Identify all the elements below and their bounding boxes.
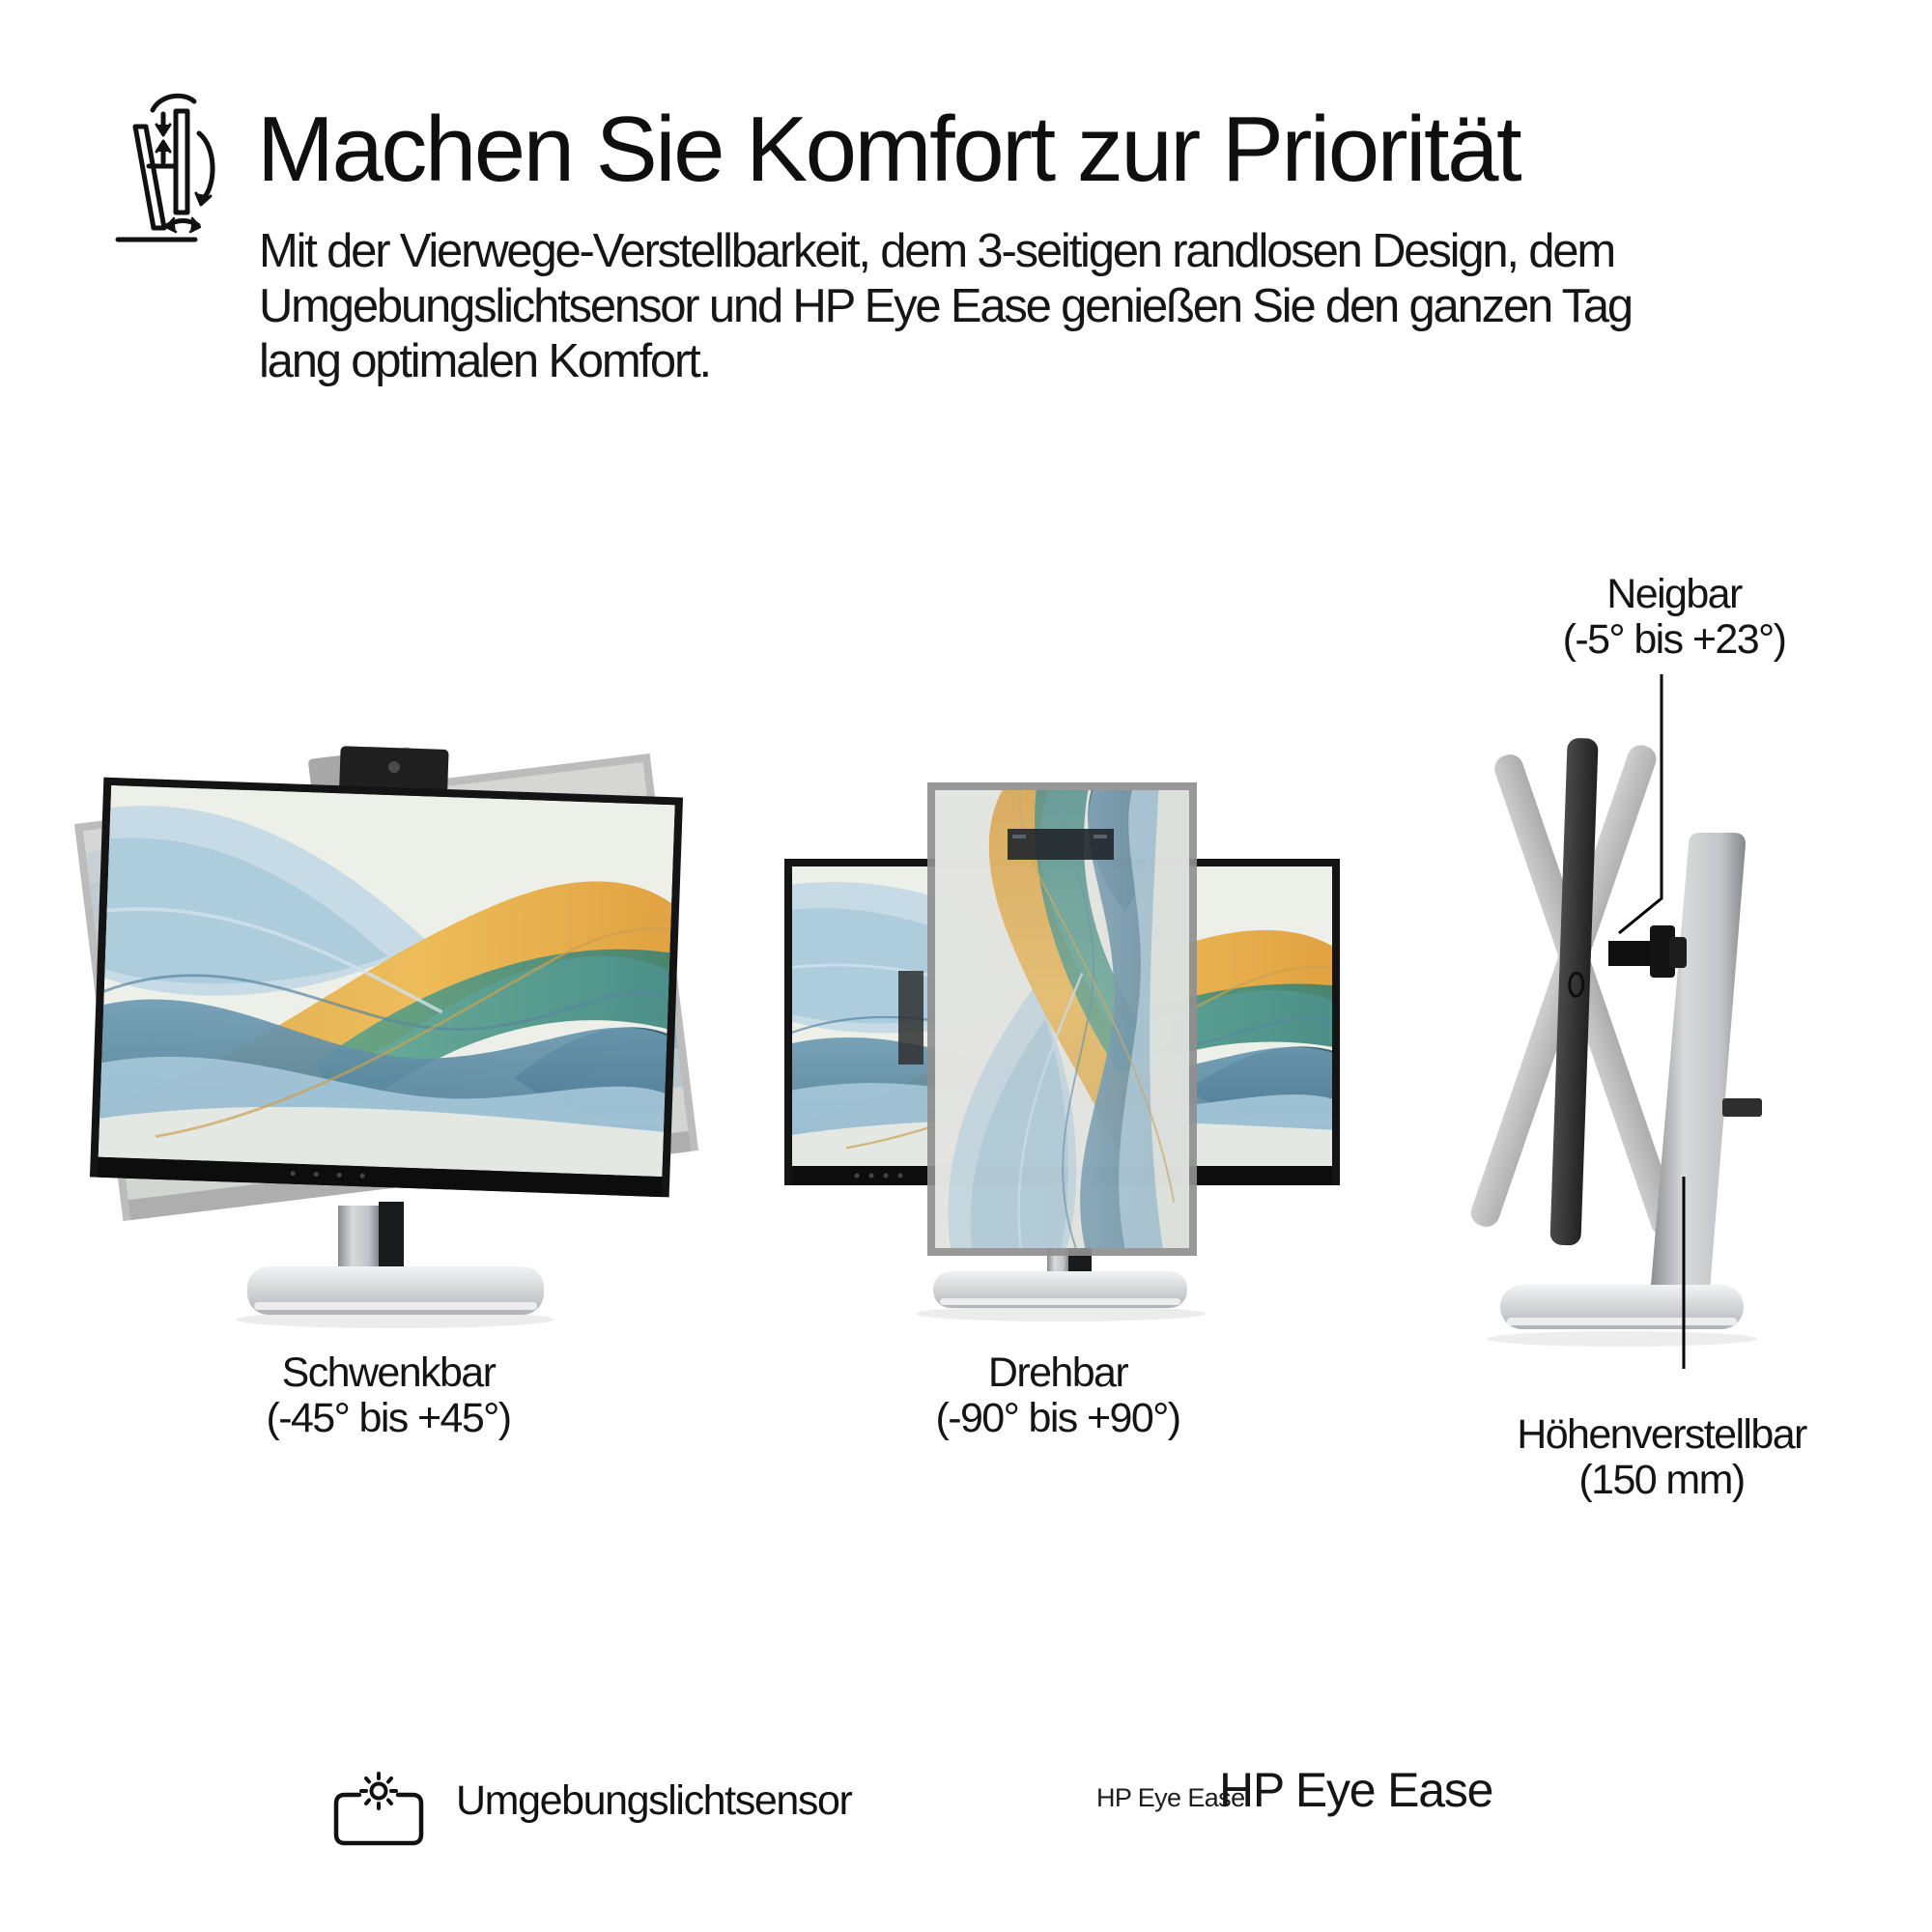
pivot-monitor-illustration xyxy=(753,753,1372,1372)
height-label-title: Höhenverstellbar xyxy=(1517,1411,1806,1458)
stand-handle xyxy=(1722,1098,1762,1117)
page-title: Machen Sie Komfort zur Priorität xyxy=(257,98,1520,201)
monitor-adjust-icon xyxy=(99,87,234,251)
ambient-light-sensor-icon xyxy=(330,1772,427,1849)
intro-line: lang optimalen Komfort. xyxy=(259,335,710,387)
tilt-label xyxy=(1423,572,1925,663)
tilt-label-title: Neigbar xyxy=(1606,571,1742,617)
intro-paragraph xyxy=(259,224,1632,389)
hp-eye-ease-small-logo: HP Eye Ease xyxy=(1096,1783,1245,1812)
pivot-label-range: (-90° bis +90°) xyxy=(935,1395,1180,1441)
tilt-height-monitor-illustration xyxy=(1430,667,1855,1410)
swivel-label xyxy=(137,1350,639,1441)
swivel-label-range: (-45° bis +45°) xyxy=(266,1395,511,1441)
portrait-monitor xyxy=(927,782,1197,1256)
intro-line: Umgebungslichtsensor und HP Eye Ease genießen Sie den ganzen Tag xyxy=(259,280,1632,332)
swivel-monitor-illustration xyxy=(58,744,715,1391)
height-label-range: (150 mm) xyxy=(1578,1457,1745,1503)
pivot-label xyxy=(807,1350,1309,1441)
height-label xyxy=(1410,1412,1913,1503)
front-monitor xyxy=(90,744,685,1197)
swivel-label-title: Schwenkbar xyxy=(281,1350,496,1396)
intro-line: Mit der Vierwege-Verstellbarkeit, dem 3-seitigen randlosen Design, dem xyxy=(259,225,1614,277)
ambient-light-sensor-label: Umgebungslichtsensor xyxy=(456,1777,852,1824)
pivot-label-title: Drehbar xyxy=(987,1350,1128,1396)
stand-column xyxy=(1650,833,1746,1302)
base-shadow xyxy=(1487,1331,1757,1347)
tilt-label-range: (-5° bis +23°) xyxy=(1562,616,1786,663)
hp-eye-ease-logo: HP Eye Ease xyxy=(1219,1763,1493,1817)
